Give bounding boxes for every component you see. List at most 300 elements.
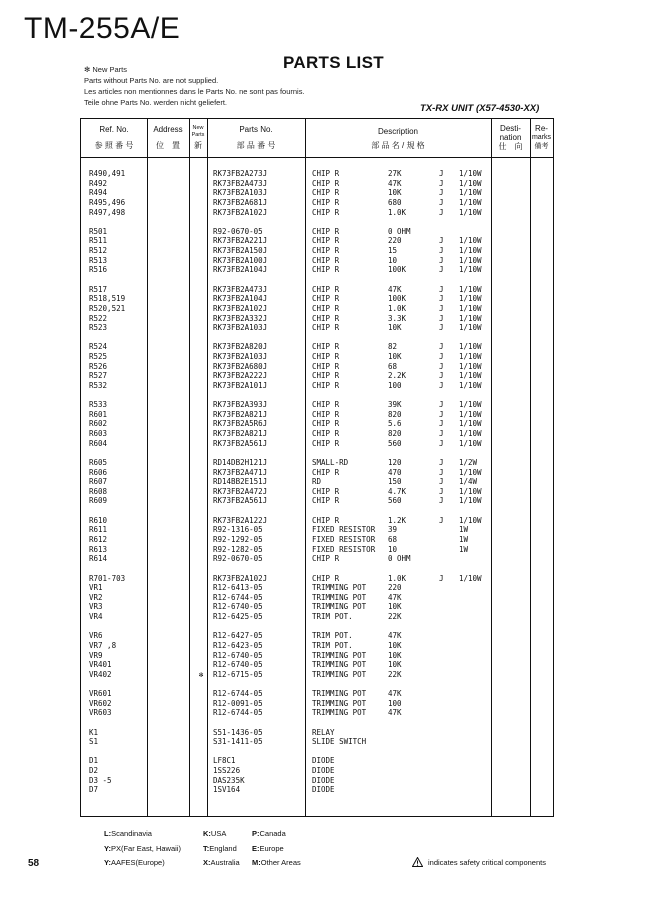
table-row [81,477,553,487]
header-address: Address [153,125,183,134]
part-no: DAS235K [213,775,245,785]
region-name: Canada [259,829,286,838]
tolerance: J [439,515,444,525]
note-new-parts: ✻ New Parts [84,65,127,74]
value: 2.2K [388,371,407,381]
description: CHIP R [312,352,340,361]
header-destination-jp: 仕 向 [498,142,523,151]
part-no: RK73FB2A100J [213,255,268,265]
tolerance: J [439,573,444,583]
rating: 1/10W [459,361,482,371]
region-code: X: [203,858,211,867]
tolerance: J [439,294,444,304]
rating: 1/10W [459,236,482,246]
rating: 1/10W [459,294,482,304]
part-no: R12-6425-05 [213,612,263,621]
tolerance: J [439,409,444,419]
region-name: Australia [210,858,240,867]
tolerance: J [439,400,444,410]
header-divider [81,157,553,158]
description: CHIP R [312,294,340,304]
description: TRIMMING POT [312,660,367,670]
part-no: RK73FB2A101J [213,380,268,390]
table-row [81,419,553,429]
rating: 1W [459,534,469,544]
value: 82 [388,342,398,352]
header-remarks-jp: 備考 [534,143,549,150]
region-code: M: [252,858,261,867]
rating: 1/10W [459,419,482,429]
region-code: Y: [104,844,111,853]
table-row [81,535,553,545]
description: CHIP R [312,313,340,323]
part-no: R12-6740-05 [213,660,263,670]
ref-no: R532 [89,380,108,390]
part-no: RK73FB2A472J [213,486,268,496]
region-code: E: [252,844,260,853]
part-no: RK73FB2A102J [213,573,268,583]
value: 39K [388,400,402,410]
ref-no: R608 [89,486,108,496]
tolerance: J [439,284,444,294]
part-no: RD14BB2E151J [213,477,268,487]
footer [0,820,666,880]
table-row [81,198,553,208]
ref-no: R520,521 [89,303,126,313]
header-remarks: Re- [535,124,548,133]
description: CHIP R [312,467,340,477]
region-code: K: [203,829,211,838]
ref-no: R604 [89,438,108,448]
table-row [81,468,553,478]
table-row [81,246,553,256]
table-row [81,602,553,612]
table-row [81,689,553,699]
value: 470 [388,467,402,477]
value: 100K [388,294,407,304]
table-row [81,651,553,661]
rating: 1/10W [459,178,482,188]
ref-no: VR402 [89,669,112,679]
rating: 1/10W [459,342,482,352]
value: 39 [388,525,398,535]
table-row [81,574,553,584]
tolerance: J [439,236,444,246]
page-number: 58 [28,858,40,869]
description: CHIP R [312,409,340,419]
ref-no: R492 [89,178,108,188]
header-destination-2: nation [499,133,522,142]
tolerance: J [439,467,444,477]
part-no: RK73FB2A820J [213,342,268,352]
rating: 1/10W [459,265,482,275]
region-name: Other Areas [260,858,301,867]
table-row [81,728,553,738]
part-no: RK73FB2A221J [213,236,268,246]
part-no: R92-0670-05 [213,226,263,236]
part-no: R12-6427-05 [213,631,263,641]
description: CHIP R [312,188,340,198]
table-row [81,660,553,670]
tolerance: J [439,429,444,438]
part-no: RK73FB2A103J [213,352,268,361]
value: 220 [388,236,402,246]
ref-no: R525 [89,352,108,361]
table-row [81,776,553,786]
rating: 1/10W [459,371,482,381]
value: 68 [388,534,398,544]
part-no: R92-1282-05 [213,544,263,554]
rating: 1/10W [459,255,482,265]
table-row [81,323,553,333]
header-new-sub: Parts [191,132,205,138]
rating: 1/10W [459,496,482,506]
rating: 1/10W [459,438,482,448]
value: 100 [388,698,402,708]
ref-no: VR2 [89,592,103,602]
part-no: R92-1292-05 [213,534,263,544]
part-no: LF8C1 [213,756,236,766]
description: CHIP R [312,178,340,188]
ref-no: VR4 [89,612,103,621]
part-no: R92-1316-05 [213,525,263,535]
tolerance: J [439,265,444,275]
part-no: RK73FB2A150J [213,246,268,255]
table-row [81,362,553,372]
part-no: RK73FB2A681J [213,197,268,207]
part-no: R12-6740-05 [213,650,263,660]
value: 1.0K [388,303,407,313]
ref-no: R701-703 [89,573,126,583]
ref-no: R497,498 [89,207,126,217]
description: FIXED RESISTOR [312,525,376,535]
ref-no: R494 [89,188,108,198]
description: SMALL-RD [312,457,349,467]
ref-no: D7 [89,785,99,795]
region-code: P: [252,829,260,838]
region-name: AAFES(Europe) [110,858,165,867]
rating: 1/10W [459,352,482,361]
description: DIODE [312,766,335,776]
ref-no: D3 -5 [89,775,112,785]
ref-no: R601 [89,409,108,419]
part-no: 1SV164 [213,785,241,795]
value: 22K [388,612,402,621]
part-no: RK73FB2A5R6J [213,419,268,429]
ref-no: R610 [89,515,108,525]
part-no: RK73FB2A561J [213,438,268,448]
value: 1.0K [388,207,407,217]
rating: 1/10W [459,303,482,313]
rating: 1/10W [459,169,482,178]
tolerance: J [439,323,444,333]
header-ref: Ref. No. [99,125,129,134]
table-row [81,208,553,218]
part-no: RD14DB2H121J [213,457,268,467]
description: TRIMMING POT [312,669,367,679]
table-row [81,612,553,622]
tolerance: J [439,380,444,390]
value: 47K [388,592,402,602]
table-row [81,756,553,766]
part-no: R12-6740-05 [213,602,263,612]
rating: 1/2W [459,457,478,467]
part-no: RK73FB2A680J [213,361,268,371]
value: 0 OHM [388,226,411,236]
rating: 1W [459,544,469,554]
ref-no: R611 [89,525,108,535]
region-name: PX(Far East, Hawaii) [110,844,181,853]
rating: 1/4W [459,477,478,487]
table-row [81,236,553,246]
ref-no: R518,519 [89,294,126,304]
description: CHIP R [312,169,340,178]
description: DIODE [312,756,335,766]
ref-no: R512 [89,246,108,255]
description: TRIMMING POT [312,602,367,612]
table-row [81,496,553,506]
value: 100 [388,380,402,390]
table-row [81,583,553,593]
tolerance: J [439,178,444,188]
part-no: 1SS226 [213,766,241,776]
ref-no: R522 [89,313,108,323]
table-row [81,487,553,497]
part-no: RK73FB2A102J [213,207,268,217]
value: 10K [388,650,402,660]
tolerance: J [439,419,444,429]
table-row [81,400,553,410]
description: TRIMMING POT [312,592,367,602]
value: 10K [388,352,402,361]
ref-no: K1 [89,727,99,737]
table-row [81,410,553,420]
ref-no: VR1 [89,583,103,593]
table-row [81,285,553,295]
value: 47K [388,284,402,294]
part-no: RK73FB2A103J [213,323,268,333]
ref-no: R490,491 [89,169,126,178]
part-no: RK73FB2A273J [213,169,268,178]
tolerance: J [439,342,444,352]
table-row [81,381,553,391]
ref-no: R527 [89,371,108,381]
tolerance: J [439,457,444,467]
header-address-jp: 位 置 [156,141,180,150]
ref-no: R511 [89,236,108,246]
part-no: RK73FB2A332J [213,313,268,323]
value: 47K [388,689,402,698]
region-name: Scandinavia [111,829,152,838]
description: RD [312,477,322,487]
tolerance: J [439,496,444,506]
description: TRIM POT. [312,640,353,650]
value: 680 [388,197,402,207]
value: 1.2K [388,515,407,525]
table-row [81,545,553,555]
ref-no: VR3 [89,602,103,612]
table-row [81,429,553,439]
value: 220 [388,583,402,593]
table-row [81,708,553,718]
description: FIXED RESISTOR [312,544,376,554]
header-remarks-2: marks [531,134,552,141]
ref-no: VR603 [89,708,112,718]
ref-no: R516 [89,265,108,275]
region-code: T: [203,844,210,853]
tolerance: J [439,486,444,496]
table-row [81,766,553,776]
description: TRIMMING POT [312,650,367,660]
table-row [81,371,553,381]
table-row [81,169,553,179]
region-name: USA [210,829,227,838]
value: 1.0K [388,573,407,583]
table-row [81,265,553,275]
ref-no: VR7 ,8 [89,640,117,650]
description: CHIP R [312,429,340,438]
ref-no: R533 [89,400,108,410]
ref-no: R607 [89,477,108,487]
rating: 1/10W [459,400,482,410]
tolerance: J [439,207,444,217]
table-row [81,516,553,526]
part-no: R12-6413-05 [213,583,263,593]
description: CHIP R [312,226,340,236]
description: CHIP R [312,496,340,506]
rating: 1/10W [459,467,482,477]
description: CHIP R [312,197,340,207]
table-row [81,314,553,324]
ref-no: R602 [89,419,108,429]
tolerance: J [439,255,444,265]
ref-no: VR9 [89,650,103,660]
value: 150 [388,477,402,487]
part-no: RK73FB2A471J [213,467,268,477]
description: TRIMMING POT [312,708,367,718]
table-row [81,179,553,189]
table-row [81,593,553,603]
part-no: RK73FB2A102J [213,303,268,313]
table-row [81,227,553,237]
description: SLIDE SWITCH [312,737,367,747]
part-no: R12-6715-05 [213,669,263,679]
part-no: R12-6744-05 [213,592,263,602]
header-parts: Parts No. [239,125,273,134]
rating: 1/10W [459,188,482,198]
rating: 1/10W [459,515,482,525]
ref-no: R613 [89,544,108,554]
header-description: Description [377,127,418,136]
value: 820 [388,409,402,419]
table-row [81,304,553,314]
part-no: S31-1411-05 [213,737,263,747]
value: 820 [388,429,402,438]
page-title: PARTS LIST [283,53,384,72]
description: CHIP R [312,284,340,294]
unit-label: TX-RX UNIT (X57-4530-XX) [420,103,540,114]
part-no: RK73FB2A103J [213,188,268,198]
table-row [81,458,553,468]
ref-no: R603 [89,429,108,438]
part-no: RK73FB2A561J [213,496,268,506]
table-row [81,256,553,266]
table-row [81,439,553,449]
part-no: RK73FB2A222J [213,371,268,381]
region-name: Europe [259,844,284,853]
table-row [81,554,553,564]
description: CHIP R [312,554,340,564]
table-row [81,352,553,362]
part-no: RK73FB2A104J [213,294,268,304]
header-parts-jp: 部 品 番 号 [236,141,276,150]
value: 10K [388,660,402,670]
value: 100K [388,265,407,275]
tolerance: J [439,246,444,255]
warning-triangle-icon [412,857,423,867]
value: 22K [388,669,402,679]
part-no: R12-6744-05 [213,689,263,698]
rating: 1/10W [459,429,482,438]
parts-table [80,118,554,817]
ref-no: D2 [89,766,99,776]
tolerance: J [439,188,444,198]
description: TRIMMING POT [312,689,367,698]
table-row [81,631,553,641]
header-destination: Desti- [500,124,521,133]
safety-note: indicates safety critical components [428,858,546,867]
ref-no: R524 [89,342,108,352]
ref-no: VR601 [89,689,112,698]
description: CHIP R [312,515,340,525]
table-row [81,785,553,795]
description: CHIP R [312,400,340,410]
description: CHIP R [312,236,340,246]
value: 15 [388,246,398,255]
value: 10K [388,602,402,612]
value: 3.3K [388,313,407,323]
note-french: Les articles non mentionnes dans le Parts No. ne sont pas fournis. [84,87,305,96]
value: 47K [388,178,402,188]
value: 47K [388,708,402,718]
rating: 1/10W [459,486,482,496]
table-row [81,641,553,651]
ref-no: D1 [89,756,99,766]
tolerance: J [439,303,444,313]
description: CHIP R [312,207,340,217]
part-no: RK73FB2A473J [213,178,268,188]
tolerance: J [439,169,444,178]
ref-no: R513 [89,255,108,265]
value: 10K [388,188,402,198]
header-new-jp: 新 [194,141,202,150]
value: 10 [388,255,398,265]
part-no: R12-6744-05 [213,708,263,718]
description: RELAY [312,727,335,737]
tolerance: J [439,371,444,381]
rating: 1W [459,525,469,535]
rating: 1/10W [459,246,482,255]
description: DIODE [312,785,335,795]
value: 0 OHM [388,554,411,564]
value: 10 [388,544,398,554]
description: CHIP R [312,342,340,352]
rating: 1/10W [459,284,482,294]
value: 560 [388,438,402,448]
note-german: Teile ohne Parts No. werden nicht geliefert. [84,98,227,107]
rating: 1/10W [459,380,482,390]
tolerance: J [439,197,444,207]
